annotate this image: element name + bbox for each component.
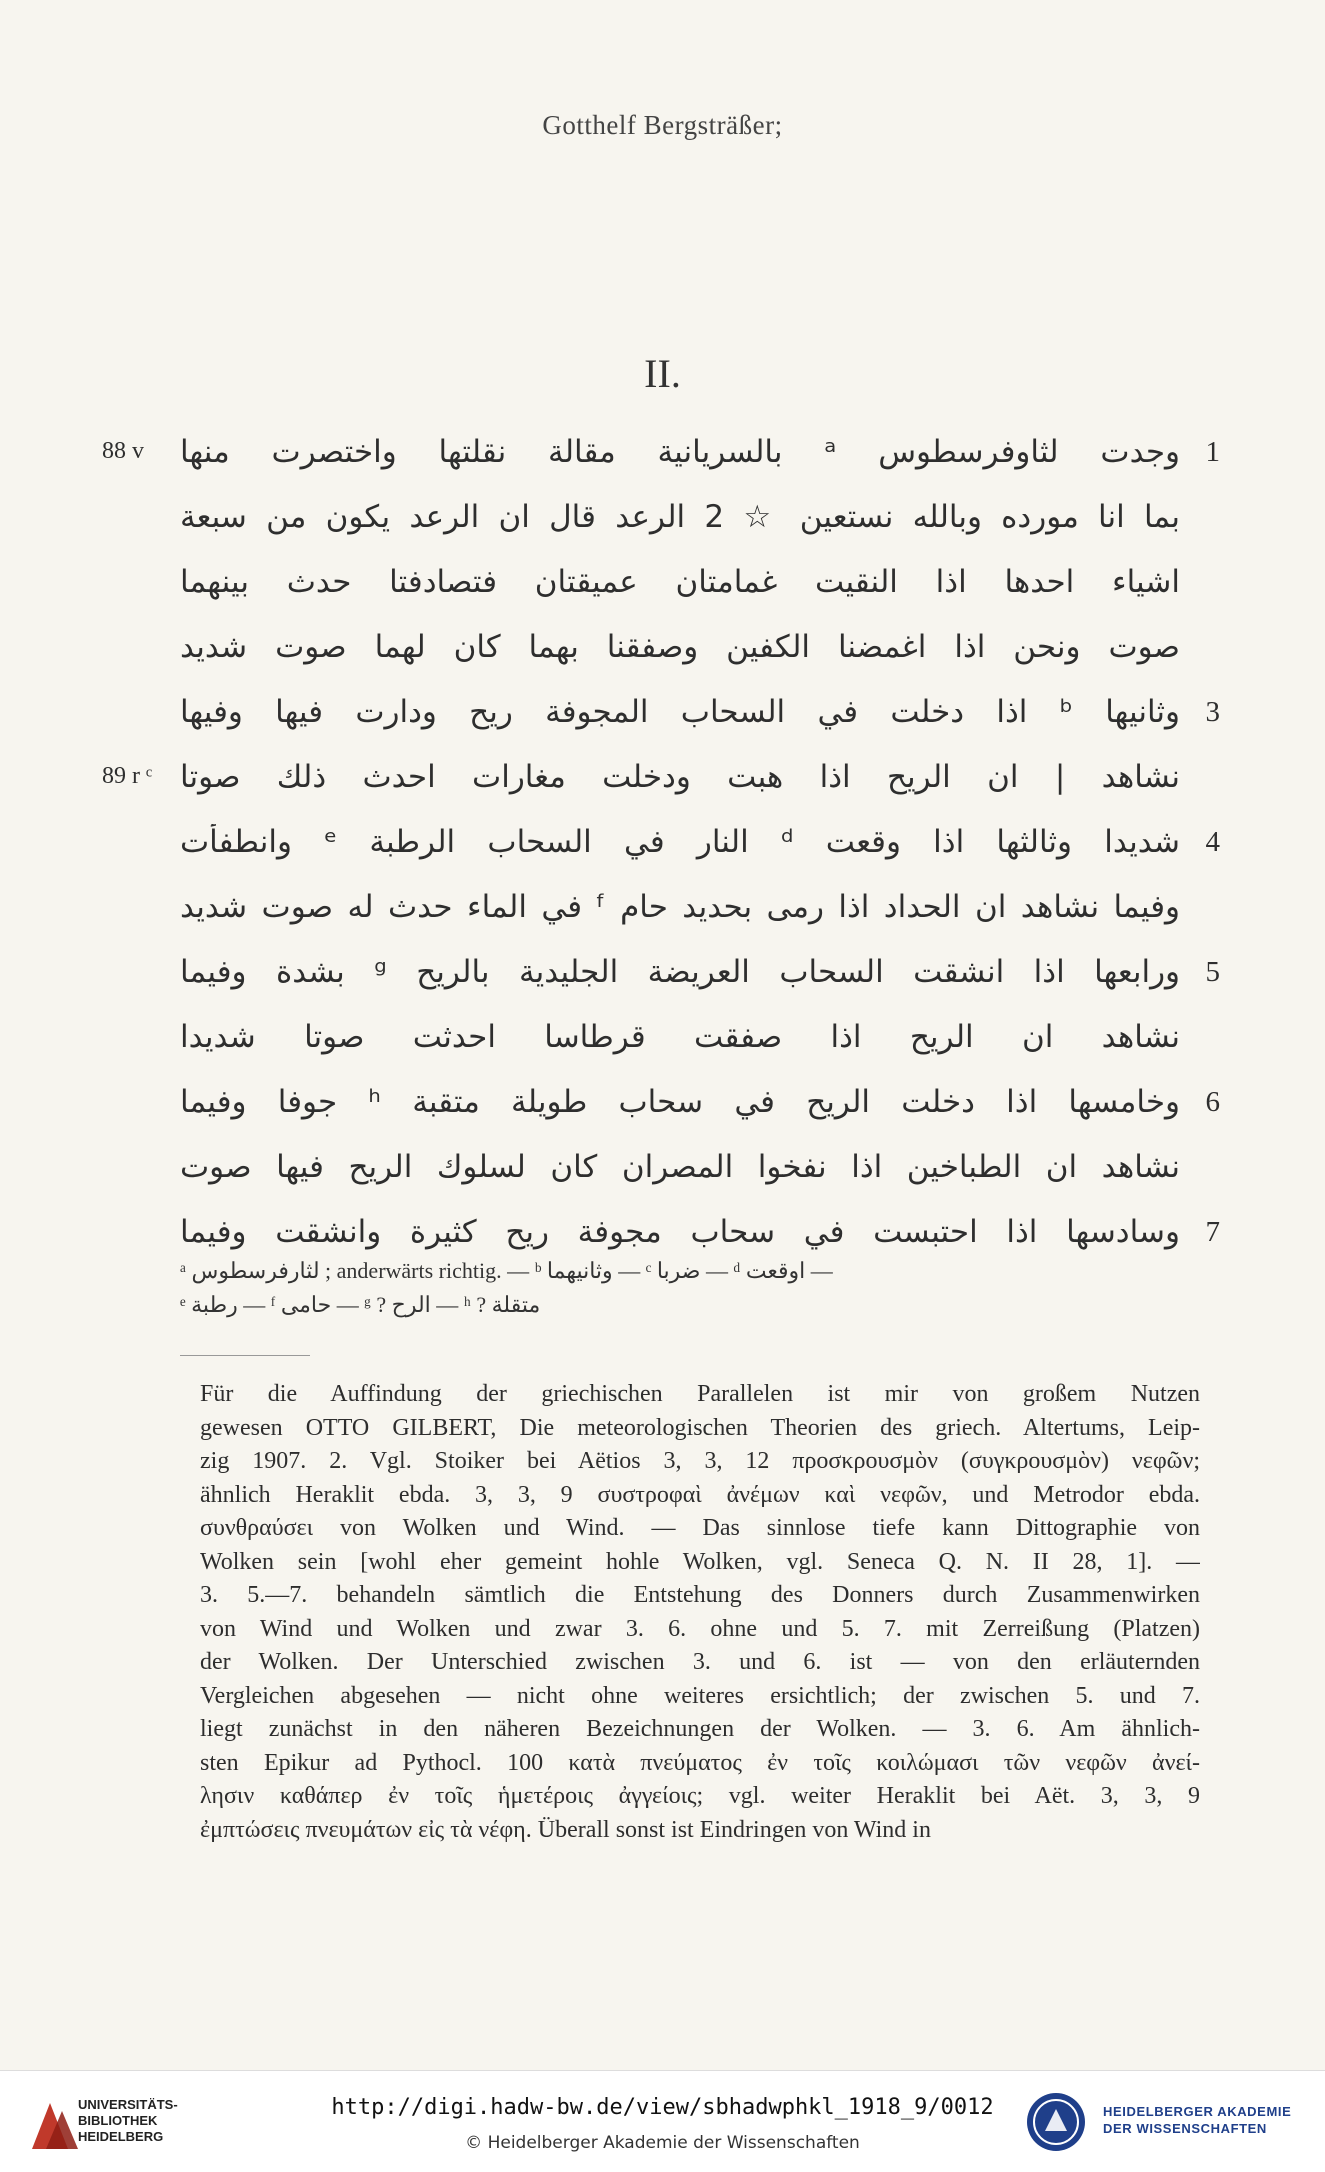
arabic-line-text: وجدت لثاوفرسطوس ᵃ بالسريانية مقالة نقلتها واختصرت منها — [180, 434, 1180, 470]
arabic-line — [140, 818, 1220, 883]
arabic-line-text: نشاهد ان الطباخين اذا نفخوا المصران كان لسلوك الريح فيها صوت — [180, 1149, 1180, 1185]
commentary-text — [200, 1378, 1200, 1847]
folio-margin-note: 88 v — [102, 438, 144, 464]
arabic-line-text: اشياء احدها اذا النقيت غمامتان عميقتان فتصادفتا حدث بينهما — [180, 564, 1180, 600]
section-number: II. — [644, 351, 681, 396]
arabic-line — [140, 1143, 1220, 1208]
commentary-line: der Wolken. Der Unterschied zwischen 3. und 6. ist — von den erläuternden — [200, 1649, 1200, 1675]
commentary-line: ἐμπτώσεις πνευμάτων εἰς τὰ νέφη. Überall sonst ist Eindringen von Wind in — [200, 1816, 931, 1843]
arabic-line — [140, 883, 1220, 948]
arabic-line-text: شديدا وثالثها اذا وقعت ᵈ النار في السحاب الرطبة ᵉ وانطفأت — [180, 824, 1180, 860]
university-library-name: UNIVERSITÄTS- BIBLIOTHEK HEIDELBERG — [78, 2097, 178, 2144]
line-number: 1 — [1205, 436, 1220, 468]
copyright-notice: © Heidelberger Akademie der Wissenschaften — [465, 2133, 860, 2153]
arabic-line — [140, 623, 1220, 688]
line-number: 6 — [1205, 1086, 1220, 1118]
commentary-line: von Wind und Wolken und zwar 3. 6. ohne und 5. 7. mit Zerreißung (Platzen) — [200, 1615, 1200, 1642]
footnotes — [180, 1258, 1200, 1326]
commentary-line: 3. 5.—7. behandeln sämtlich die Entstehung des Donners durch Zusammenwirken — [200, 1582, 1200, 1608]
arabic-line-text: وخامسها اذا دخلت الريح في سحاب طويلة متقبة ʰ جوفا وفيما — [180, 1084, 1180, 1120]
arabic-line — [140, 948, 1220, 1013]
academy-seal-icon — [1025, 2091, 1087, 2153]
arabic-line — [140, 558, 1220, 623]
arabic-line — [140, 493, 1220, 558]
arabic-line-text: نشاهد ان الريح اذا صفقت قرطاسا احدثت صوتا شديدا — [180, 1019, 1180, 1055]
commentary-line: λησιν καθάπερ ἐν τοῖς ἡμετέροις ἀγγείοις; vgl. weiter Heraklit bei Aët. 3, 3, 9 — [200, 1783, 1200, 1809]
commentary-line: zig 1907. 2. Vgl. Stoiker bei Aëtios 3, 3, 12 προσκρουσμὸν (συγκρουσμὸν) νεφῶν; — [200, 1448, 1200, 1474]
arabic-line-text: نشاهد | ان الريح اذا هبت ودخلت مغارات احدث ذلك صوتا — [180, 759, 1180, 795]
commentary-line: ähnlich Heraklit ebda. 3, 3, 9 συστροφαὶ ἀνέμων καὶ νεφῶν, und Metrodor ebda. — [200, 1481, 1200, 1508]
line-number: 4 — [1205, 826, 1220, 858]
arabic-line-text: ورابعها اذا انشقت السحاب العريضة الجليدية بالريح ᵍ بشدة وفيما — [180, 954, 1180, 990]
commentary-line: Für die Auffindung der griechischen Parallelen ist mir von großem Nutzen — [200, 1381, 1200, 1407]
arabic-line — [140, 1078, 1220, 1143]
folio-margin-note: 89 r ᶜ — [102, 763, 153, 789]
academy-name: HEIDELBERGER AKADEMIE DER WISSENSCHAFTEN — [1103, 2104, 1292, 2136]
page-url-link[interactable]: http://digi.hadw-bw.de/view/sbhadwphkl_1918_9/0012 — [331, 2095, 994, 2120]
commentary-line: sten Epikur ad Pythocl. 100 κατὰ πνεύματος ἐν τοῖς κοιλώμασι τῶν νεφῶν ἀνεί- — [200, 1749, 1200, 1776]
commentary-line: gewesen OTTO GILBERT, Die meteorologischen Theorien des griech. Altertums, Leip- — [200, 1414, 1200, 1441]
commentary-line: Wolken sein [wohl eher gemeint hohle Wolken, vgl. Seneca Q. N. II 28, 1]. — — [200, 1548, 1200, 1575]
arabic-line — [140, 1013, 1220, 1078]
arabic-line-text: وثانيها ᵇ اذا دخلت في السحاب المجوفة ريح ودارت فيها وفيها — [180, 694, 1180, 730]
arabic-line-text: صوت ونحن اذا اغمضنا الكفين وصفقنا بهما كان لهما صوت شديد — [180, 629, 1180, 665]
arabic-line-text: وفيما نشاهد ان الحداد اذا رمى بحديد حام ᶠ في الماء حدث له صوت شديد — [180, 889, 1180, 925]
viewer-footer — [0, 2070, 1325, 2172]
footnote-divider — [180, 1355, 310, 1356]
line-number: 5 — [1205, 956, 1220, 988]
commentary-line: liegt zunächst in den näheren Bezeichnungen der Wolken. — 3. 6. Am ähnlich- — [200, 1716, 1200, 1742]
arabic-line — [140, 688, 1220, 753]
arabic-line-text: وسادسها اذا احتبست في سحاب مجوفة ريح كثيرة وانشقت وفيما — [180, 1214, 1180, 1250]
line-number: 3 — [1205, 696, 1220, 728]
commentary-line: Vergleichen abgesehen — nicht ohne weiteres ersichtlich; der zwischen 5. und 7. — [200, 1682, 1200, 1709]
arabic-line — [102, 753, 1220, 818]
arabic-line — [102, 428, 1220, 493]
line-number: 7 — [1205, 1216, 1220, 1248]
arabic-text-block — [102, 428, 1220, 1273]
footnote-line: ᵉ رطبة — ᶠ حامى — ᵍ ? الرح — ʰ ? متقلة — [180, 1292, 541, 1317]
arabic-line-text: بما انا مورده وبالله نستعين ☆ 2 الرعد قال ان الرعد يكون من سبعة — [180, 499, 1180, 535]
commentary-line: συνθραύσει von Wolken und Wind. — Das sinnlose tiefe kann Dittographie von — [200, 1515, 1200, 1541]
footnote-line: ᵃ لثارفرسطوس ; anderwärts richtig. — ᵇ وثانيهما — ᶜ ضربا — ᵈ اوقعت — — [180, 1258, 833, 1283]
running-head: Gotthelf Bergsträßer; — [542, 110, 783, 140]
